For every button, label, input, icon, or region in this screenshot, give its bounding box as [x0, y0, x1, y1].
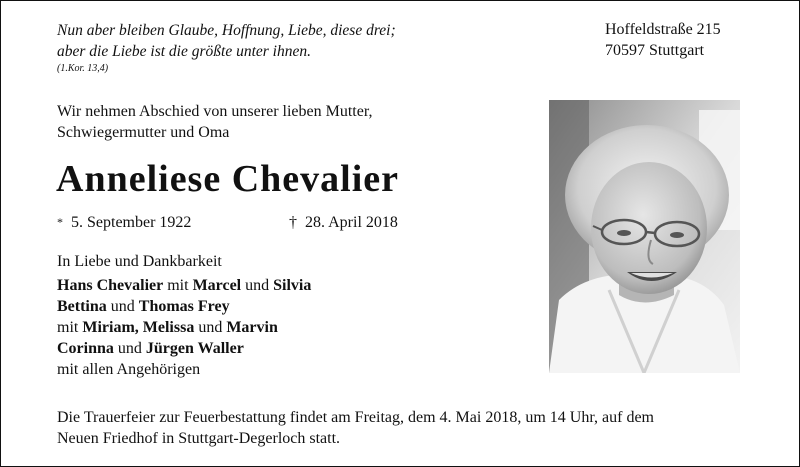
- intro-text: [57, 101, 373, 143]
- family-row-2: [57, 296, 311, 317]
- family-name: Hans Chevalier: [57, 277, 164, 294]
- family-name: Jürgen Waller: [145, 340, 244, 357]
- family-name: Thomas Frey: [138, 298, 230, 315]
- quote-reference: (1.Kor. 13,4): [57, 63, 109, 74]
- family-row-5: mit allen Angehörigen: [57, 361, 201, 378]
- intro-line-1: Wir nehmen Abschied von unserer lieben Mutter,: [57, 103, 373, 120]
- address-city: 70597 Stuttgart: [605, 42, 705, 59]
- family-row-3: [57, 317, 311, 338]
- family-name: Miriam, Melissa: [82, 319, 195, 336]
- death-date-entry: [289, 212, 398, 233]
- funeral-notice-line-1: Die Trauerfeier zur Feuerbestattung findet am Freitag, dem 4. Mai 2018, um 14 Uhr, auf dem: [57, 409, 654, 426]
- funeral-notice: [57, 407, 777, 449]
- birth-symbol: *: [57, 215, 63, 229]
- family-name: Silvia: [273, 277, 312, 294]
- quote-line-2: aber die Liebe ist die größte unter ihnen.: [57, 43, 311, 60]
- family-connector: und: [113, 340, 146, 357]
- deceased-name: Anneliese Chevalier: [56, 158, 400, 200]
- family-signatures: [57, 251, 311, 380]
- bible-quote: [57, 20, 527, 75]
- death-date: 28. April 2018: [305, 214, 398, 231]
- family-connector: mit: [163, 277, 193, 294]
- family-name: Marvin: [226, 319, 278, 336]
- death-symbol: †: [289, 214, 297, 231]
- funeral-notice-line-2: Neuen Friedhof in Stuttgart-Degerloch statt.: [57, 430, 341, 447]
- quote-line-1: Nun aber bleiben Glaube, Hoffnung, Liebe, diese drei;: [57, 22, 396, 39]
- family-name: Corinna: [57, 340, 114, 357]
- birth-date: 5. September 1922: [71, 214, 192, 231]
- family-name: Marcel: [192, 277, 242, 294]
- family-connector: und: [194, 319, 227, 336]
- family-name: Bettina: [57, 298, 107, 315]
- birth-date-entry: [57, 212, 191, 233]
- family-row-1: [57, 275, 311, 296]
- family-greeting: In Liebe und Dankbarkeit: [57, 253, 222, 270]
- family-row-4: [57, 338, 311, 359]
- portrait-illustration: [549, 100, 740, 373]
- family-connector: mit: [57, 319, 83, 336]
- portrait-photo: [549, 100, 740, 373]
- family-connector: und: [106, 298, 139, 315]
- address-block: [605, 19, 721, 61]
- family-connector: und: [241, 277, 274, 294]
- intro-line-2: Schwiegermutter und Oma: [57, 124, 230, 141]
- address-street: Hoffeldstraße 215: [605, 21, 721, 38]
